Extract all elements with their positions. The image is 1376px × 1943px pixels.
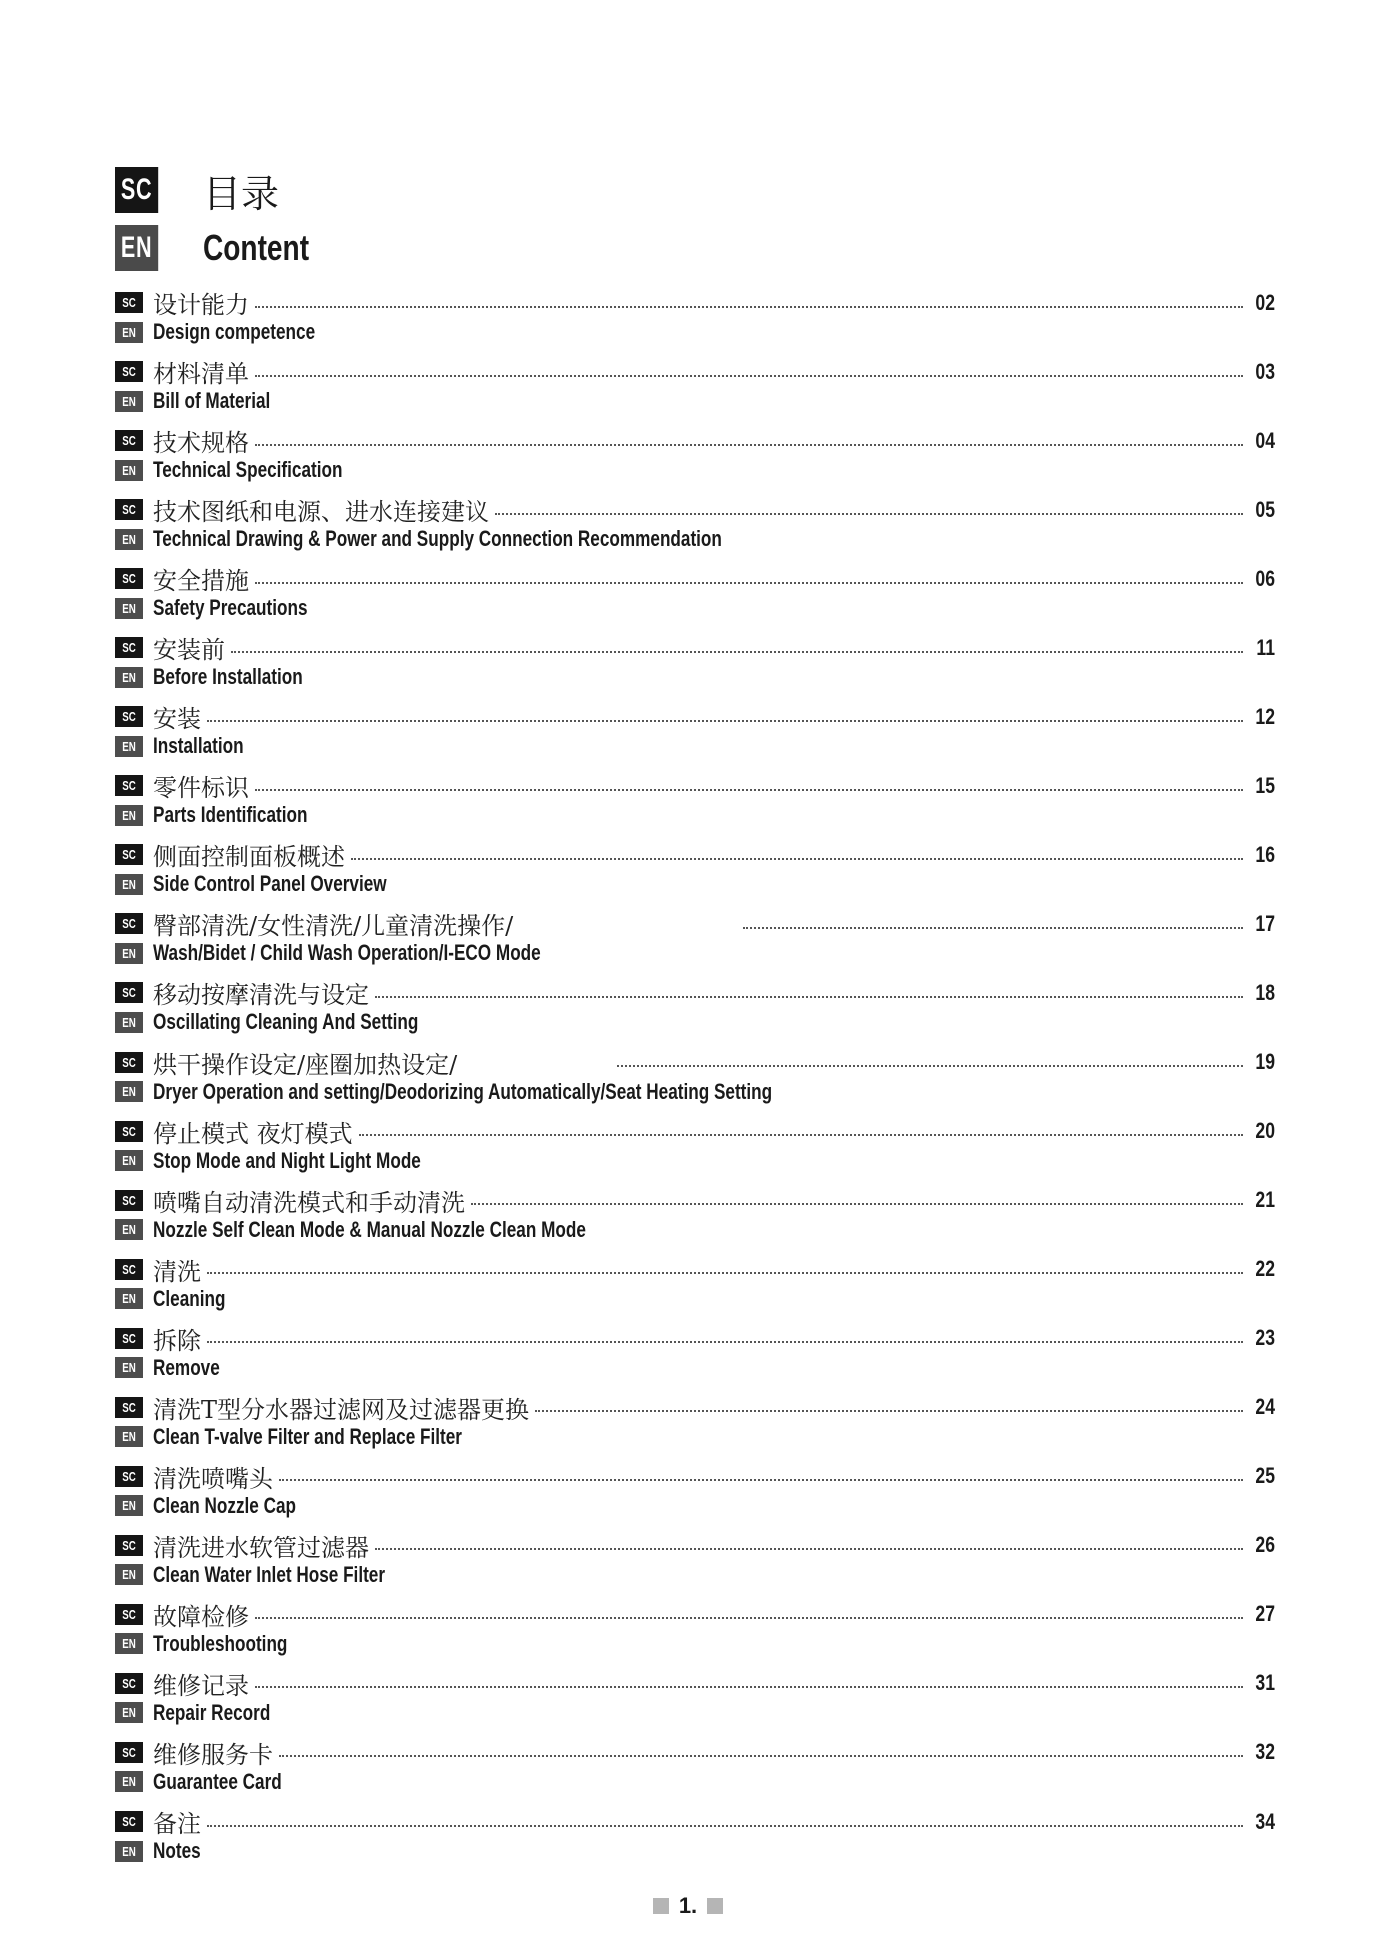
toc-entry-page-number: 06	[1255, 565, 1275, 591]
dot-leader	[207, 1341, 1243, 1343]
sc-badge-label: SC	[122, 1399, 136, 1415]
toc-entry-title-en: Parts Identification	[153, 802, 308, 828]
en-badge	[115, 805, 143, 826]
toc-entry-page-number: 16	[1255, 841, 1275, 867]
sc-badge-label: SC	[122, 1744, 136, 1760]
toc-entry-title-sc: 烘干操作设定/座圈加热设定/	[153, 1050, 458, 1079]
en-language-badge: EN	[115, 225, 158, 271]
sc-badge-label: SC	[122, 640, 136, 656]
toc-entry-title-en: Stop Mode and Night Light Mode	[153, 1147, 421, 1173]
toc-entry-title-sc: 清洗T型分水器过滤网及过滤器更换	[153, 1395, 530, 1424]
toc-entry[interactable]	[115, 1185, 1275, 1254]
en-badge-label: EN	[122, 1429, 136, 1445]
sc-badge	[115, 1121, 143, 1142]
toc-entry[interactable]	[115, 1599, 1275, 1668]
toc-entry-title-en: Troubleshooting	[153, 1630, 288, 1656]
toc-entry-sc-line	[115, 1530, 1275, 1561]
toc-entry-title-en: Dryer Operation and setting/Deodorizing Automatically/Seat Heating Setting	[153, 1078, 773, 1104]
en-badge	[115, 943, 143, 964]
toc-entry-title-sc: 技术规格	[153, 429, 249, 458]
toc-entry-sc-line	[115, 1668, 1275, 1699]
toc-entry-sc-line	[115, 425, 1275, 456]
toc-entry[interactable]	[115, 425, 1275, 494]
toc-entry[interactable]	[115, 563, 1275, 632]
en-badge	[115, 1012, 143, 1033]
en-badge	[115, 391, 143, 412]
toc-entry-page-number: 17	[1255, 910, 1275, 936]
dot-leader	[617, 1065, 1243, 1067]
toc-entry-en-line	[115, 801, 1275, 829]
toc-entry-sc-line	[115, 1185, 1275, 1216]
toc-entry-en-line	[115, 387, 1275, 415]
toc-entry-title-sc: 维修服务卡	[153, 1740, 273, 1769]
toc-entry[interactable]	[115, 770, 1275, 839]
en-badge-label: EN	[122, 1084, 136, 1100]
en-badge	[115, 667, 143, 688]
sc-badge	[115, 430, 143, 451]
toc-entry-title-en: Notes	[153, 1838, 201, 1864]
sc-badge	[115, 361, 143, 382]
toc-entry-title-sc: 清洗喷嘴头	[153, 1464, 273, 1493]
sc-badge-label: SC	[122, 1814, 136, 1830]
sc-badge-label: SC	[122, 295, 136, 310]
sc-badge-label: SC	[122, 1261, 136, 1277]
en-badge	[115, 1771, 143, 1792]
toc-entry-sc-line	[115, 1599, 1275, 1630]
toc-entry-sc-line	[115, 977, 1275, 1008]
sc-badge-label: SC	[122, 1192, 136, 1208]
toc-entry-page-number: 11	[1256, 634, 1275, 660]
toc-entry[interactable]	[115, 1392, 1275, 1461]
footer-square-right	[707, 1898, 723, 1914]
sc-badge-label: SC	[122, 847, 136, 863]
toc-entry-page-number: 20	[1255, 1118, 1275, 1144]
dot-leader	[255, 582, 1243, 584]
sc-badge	[115, 1328, 143, 1349]
toc-entry-en-line	[115, 318, 1275, 346]
sc-badge-label: SC	[122, 1054, 136, 1070]
sc-badge	[115, 1052, 143, 1073]
en-badge-label: EN	[122, 1705, 136, 1721]
toc-entry[interactable]	[115, 1806, 1275, 1875]
dot-leader	[535, 1410, 1243, 1412]
sc-badge-label: SC	[122, 985, 136, 1001]
toc-entry-sc-line	[115, 1323, 1275, 1354]
toc-entry-en-line	[115, 1423, 1275, 1451]
sc-badge	[115, 913, 143, 934]
sc-badge-label: SC	[122, 1606, 136, 1622]
en-badge-label: EN	[122, 1014, 136, 1030]
toc-entry-title-en: Repair Record	[153, 1699, 271, 1725]
en-badge-label: EN	[122, 393, 136, 409]
toc-entry-title-sc: 安装前	[153, 636, 225, 665]
toc-entry-en-line	[115, 1492, 1275, 1520]
toc-entry-page-number: 15	[1255, 772, 1275, 798]
dot-leader	[255, 1617, 1243, 1619]
dot-leader	[359, 1134, 1243, 1136]
toc-entry-en-line	[115, 1699, 1275, 1727]
toc-entry-sc-line	[115, 701, 1275, 732]
footer-page-number: 1.	[678, 1893, 698, 1918]
en-badge-label: EN	[122, 1291, 136, 1307]
sc-language-badge: SC	[115, 167, 158, 213]
toc-entry-title-sc: 技术图纸和电源、进水连接建议	[153, 498, 489, 527]
dot-leader	[255, 444, 1243, 446]
dot-leader	[495, 513, 1243, 515]
toc-entry-en-line	[115, 1078, 1275, 1106]
en-badge-label: EN	[122, 462, 136, 478]
toc-entry-page-number: 12	[1255, 703, 1275, 729]
toc-entry-en-line	[115, 870, 1275, 898]
sc-badge-label: SC	[122, 709, 136, 725]
toc-entry-title-sc: 材料清单	[153, 360, 249, 389]
toc-entry-page-number: 04	[1255, 427, 1275, 453]
toc-entry-page-number: 26	[1255, 1532, 1275, 1558]
en-badge-label: EN	[122, 531, 136, 547]
sc-badge-label: SC	[122, 1123, 136, 1139]
en-badge-label: EN	[122, 1636, 136, 1652]
toc-entry-sc-line	[115, 494, 1275, 525]
en-badge-label: EN	[122, 1567, 136, 1583]
dot-leader	[207, 1825, 1243, 1827]
toc-entry-en-line	[115, 663, 1275, 691]
toc-entry-title-en: Remove	[153, 1354, 220, 1380]
sc-badge-label: SC	[122, 502, 136, 518]
toc-entry-title-sc: 设计能力	[153, 291, 249, 319]
en-badge	[115, 1564, 143, 1585]
toc-entry-page-number: 27	[1255, 1601, 1275, 1627]
toc-entry-title-sc: 安装	[153, 705, 201, 734]
en-badge	[115, 736, 143, 757]
toc-entry-en-line	[115, 732, 1275, 760]
sc-badge-label: SC	[122, 433, 136, 449]
toc-entry-en-line	[115, 1630, 1275, 1658]
toc-entry-title-sc: 臀部清洗/女性清洗/儿童清洗操作/	[153, 912, 514, 941]
dot-leader	[279, 1755, 1243, 1757]
toc-entry-page-number: 24	[1255, 1394, 1275, 1420]
toc-entry-title-en: Technical Specification	[153, 457, 343, 483]
toc-entry-page-number: 05	[1255, 496, 1275, 522]
toc-entry-sc-line	[115, 563, 1275, 594]
dot-leader	[375, 1548, 1243, 1550]
toc-entry-title-en: Technical Drawing & Power and Supply Connection Recommendation	[153, 526, 722, 552]
sc-badge	[115, 1604, 143, 1625]
toc-entry[interactable]	[115, 1461, 1275, 1530]
toc-entry[interactable]	[115, 908, 1275, 977]
sc-badge	[115, 499, 143, 520]
en-badge-label: EN	[122, 1360, 136, 1376]
toc-entry[interactable]	[115, 1254, 1275, 1323]
en-badge	[115, 460, 143, 481]
en-badge	[115, 1426, 143, 1447]
en-badge-label: EN	[122, 1843, 136, 1859]
en-badge	[115, 1841, 143, 1862]
sc-badge	[115, 1673, 143, 1694]
dot-leader	[207, 1272, 1243, 1274]
toc-entry[interactable]	[115, 356, 1275, 425]
en-badge-label: EN	[122, 1498, 136, 1514]
sc-badge	[115, 637, 143, 658]
header-sc-row	[115, 163, 339, 217]
toc-entry-title-sc: 清洗	[153, 1257, 201, 1286]
sc-badge	[115, 1811, 143, 1832]
en-badge-label: EN	[122, 738, 136, 754]
toc-entry-title-en: Side Control Panel Overview	[153, 871, 387, 897]
toc-entry-en-line	[115, 1285, 1275, 1313]
sc-badge	[115, 1535, 143, 1556]
sc-badge	[115, 706, 143, 727]
toc-entry-title-en: Before Installation	[153, 664, 303, 690]
toc-entry-title-sc: 停止模式 夜灯模式	[153, 1119, 353, 1148]
sc-badge	[115, 1397, 143, 1418]
toc-entry-title-en: Oscillating Cleaning And Setting	[153, 1009, 419, 1035]
toc-entry-sc-line	[115, 1254, 1275, 1285]
toc-entry-title-sc: 备注	[153, 1810, 201, 1839]
dot-leader	[231, 651, 1243, 653]
toc-entry-title-en: Nozzle Self Clean Mode & Manual Nozzle Clean Mode	[153, 1216, 586, 1242]
toc-entry-en-line	[115, 1354, 1275, 1382]
toc-entry-en-line	[115, 1561, 1275, 1589]
toc-entry-page-number: 23	[1255, 1325, 1275, 1351]
toc-entry-en-line	[115, 1216, 1275, 1244]
toc-entry-page-number: 25	[1255, 1463, 1275, 1489]
toc-entry-en-line	[115, 1008, 1275, 1036]
toc-entry[interactable]	[115, 1737, 1275, 1806]
toc-entry-title-sc: 清洗进水软管过滤器	[153, 1533, 369, 1562]
sc-badge-label: SC	[122, 1468, 136, 1484]
dot-leader	[255, 375, 1243, 377]
page-title-en: Content	[203, 227, 310, 268]
sc-badge	[115, 844, 143, 865]
toc-entry-page-number: 22	[1255, 1256, 1275, 1282]
en-badge-label: EN	[122, 1222, 136, 1238]
toc-entry-page-number: 18	[1255, 979, 1275, 1005]
toc-entry-page-number: 34	[1255, 1808, 1275, 1834]
toc-entry-sc-line	[115, 287, 1275, 318]
toc-entry[interactable]	[115, 1116, 1275, 1185]
toc-entry-page-number: 02	[1255, 289, 1275, 315]
en-badge-label: EN	[122, 600, 136, 616]
dot-leader	[375, 996, 1243, 998]
toc-entry-page-number: 31	[1255, 1670, 1275, 1696]
sc-badge	[115, 568, 143, 589]
toc-entry-title-sc: 移动按摩清洗与设定	[153, 981, 369, 1010]
en-badge-label: EN	[122, 1774, 136, 1790]
sc-badge-label: SC	[122, 1675, 136, 1691]
en-badge-label: EN	[122, 1153, 136, 1169]
footer-square-left	[653, 1898, 669, 1914]
toc-entry-sc-line	[115, 770, 1275, 801]
dot-leader	[255, 789, 1243, 791]
dot-leader	[207, 720, 1243, 722]
en-badge	[115, 322, 143, 343]
en-badge-label: EN	[122, 324, 136, 340]
toc-entry-title-en: Design competence	[153, 319, 316, 344]
dot-leader	[743, 927, 1243, 929]
en-badge-label: EN	[122, 807, 136, 823]
toc-entry-page-number: 03	[1255, 358, 1275, 384]
toc-entry-title-en: Cleaning	[153, 1285, 226, 1311]
toc-entry-en-line	[115, 1147, 1275, 1175]
sc-badge	[115, 1466, 143, 1487]
toc-entry[interactable]	[115, 701, 1275, 770]
toc-entry-sc-line	[115, 1116, 1275, 1147]
toc-entry-title-en: Bill of Material	[153, 388, 271, 414]
sc-badge-label: SC	[122, 916, 136, 932]
dot-leader	[255, 1686, 1243, 1688]
toc-entry[interactable]	[115, 1323, 1275, 1392]
sc-badge-label: SC	[122, 778, 136, 794]
toc-entry-sc-line	[115, 1461, 1275, 1492]
sc-badge	[115, 292, 143, 313]
toc-entry-title-en: Safety Precautions	[153, 595, 308, 621]
toc-entry-title-sc: 侧面控制面板概述	[153, 843, 345, 872]
en-badge	[115, 874, 143, 895]
toc-entry-en-line	[115, 1768, 1275, 1796]
toc-entry[interactable]	[115, 494, 1275, 563]
page-footer	[0, 1893, 1376, 1919]
sc-badge	[115, 1190, 143, 1211]
toc-entry-page-number: 19	[1255, 1049, 1275, 1075]
sc-badge-label: SC	[122, 571, 136, 587]
toc-entry-sc-line	[115, 839, 1275, 870]
en-badge	[115, 1150, 143, 1171]
toc-entry-title-sc: 喷嘴自动清洗模式和手动清洗	[153, 1188, 465, 1217]
dot-leader	[255, 306, 1243, 308]
toc-entry-en-line	[115, 939, 1275, 967]
toc-entry-title-sc: 维修记录	[153, 1671, 249, 1700]
toc-entry-title-sc: 零件标识	[153, 774, 249, 803]
toc-entry-en-line	[115, 525, 1275, 553]
en-badge	[115, 1702, 143, 1723]
toc-entry-en-line	[115, 456, 1275, 484]
toc-entry-title-en: Guarantee Card	[153, 1768, 282, 1794]
sc-badge	[115, 775, 143, 796]
toc-entry-sc-line	[115, 632, 1275, 663]
en-badge	[115, 1357, 143, 1378]
toc-entry-sc-line	[115, 908, 1275, 939]
toc-header	[115, 163, 339, 279]
en-badge	[115, 1081, 143, 1102]
toc-entry-sc-line	[115, 1392, 1275, 1423]
toc-entry-title-en: Clean T-valve Filter and Replace Filter	[153, 1423, 462, 1449]
en-badge-label: EN	[122, 876, 136, 892]
toc-entry-page-number: 32	[1255, 1739, 1275, 1765]
toc-entry-title-en: Wash/Bidet / Child Wash Operation/I-ECO Mode	[153, 940, 541, 966]
toc-entry[interactable]	[115, 1047, 1275, 1116]
page-title-sc: 目录	[203, 171, 280, 216]
en-badge-label: EN	[122, 669, 136, 685]
en-badge-label: EN	[122, 945, 136, 961]
en-badge	[115, 1288, 143, 1309]
dot-leader	[279, 1479, 1243, 1481]
sc-badge	[115, 1742, 143, 1763]
toc-entry-title-sc: 拆除	[153, 1326, 201, 1355]
toc-entry-page-number: 21	[1255, 1187, 1275, 1213]
en-badge	[115, 598, 143, 619]
toc-entry-sc-line	[115, 1806, 1275, 1837]
toc-entry[interactable]	[115, 977, 1275, 1046]
toc-entry-sc-line	[115, 1047, 1275, 1078]
dot-leader	[471, 1203, 1243, 1205]
header-en-row	[115, 221, 339, 275]
toc-entry[interactable]	[115, 287, 1275, 356]
sc-badge-label: SC	[122, 364, 136, 380]
sc-badge-label: SC	[122, 1537, 136, 1553]
sc-badge	[115, 1259, 143, 1280]
toc-entry[interactable]	[115, 632, 1275, 701]
toc-entry-sc-line	[115, 1737, 1275, 1768]
toc-entry-en-line	[115, 594, 1275, 622]
toc-entry[interactable]	[115, 1530, 1275, 1599]
toc-entry-title-en: Clean Water Inlet Hose Filter	[153, 1561, 386, 1587]
toc-entry-sc-line	[115, 356, 1275, 387]
toc-entry[interactable]	[115, 839, 1275, 908]
sc-badge	[115, 982, 143, 1003]
sc-badge-label: SC	[122, 1330, 136, 1346]
dot-leader	[351, 858, 1243, 860]
toc-entry-title-en: Installation	[153, 733, 244, 759]
en-badge	[115, 1633, 143, 1654]
toc-entry-title-en: Clean Nozzle Cap	[153, 1492, 297, 1518]
toc-entry-en-line	[115, 1837, 1275, 1865]
en-badge	[115, 529, 143, 550]
toc-entry-title-sc: 故障检修	[153, 1602, 249, 1631]
toc-entry[interactable]	[115, 1668, 1275, 1737]
table-of-contents	[115, 287, 1275, 1875]
en-badge	[115, 1219, 143, 1240]
en-badge	[115, 1495, 143, 1516]
toc-entry-title-sc: 安全措施	[153, 567, 249, 596]
